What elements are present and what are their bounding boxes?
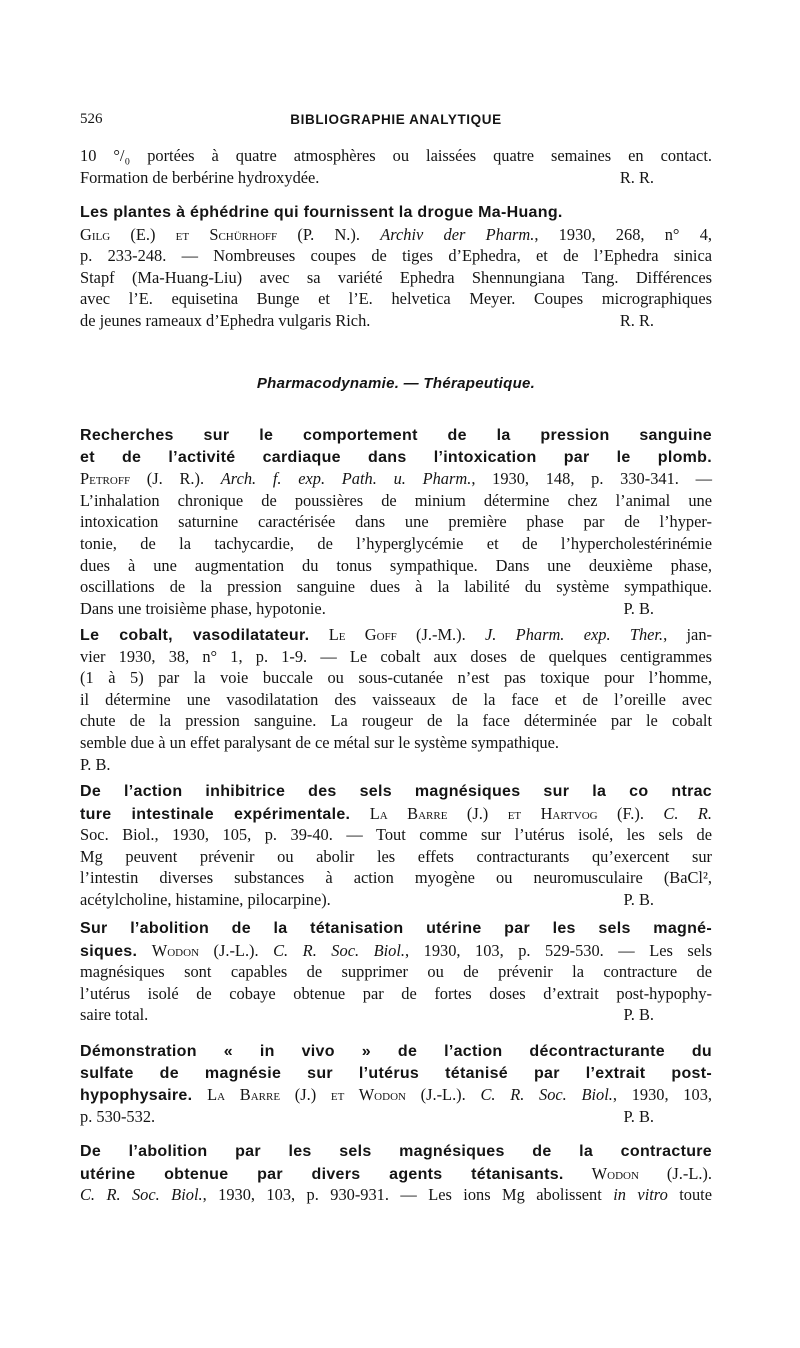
text-line: p. 233-248. — Nombreuses coupes de tiges d’Ephedra, et de l’Ephedra sinica <box>80 246 712 266</box>
text-line <box>80 1004 712 1026</box>
entry-heading-line <box>80 1163 712 1185</box>
reference: , 1930, 148, p. 330-341. — <box>471 469 712 489</box>
authors: Gilg (E.) et Schürhoff (P. N.). <box>80 224 360 244</box>
entry-title: Sur l’abolition de la tétanisation utérine par les sels magné- <box>80 920 712 937</box>
authors: Petroff (J. R.). <box>80 469 205 489</box>
running-title: BIBLIOGRAPHIE ANALYTIQUE <box>290 112 502 127</box>
bibliography-entry <box>80 781 712 911</box>
signature: P. B. <box>623 1106 654 1126</box>
text-line: (1 à 5) par la voie buccale ou sous-cutanée n’est pas toxique pour l’homme, <box>80 668 712 688</box>
entry-citation <box>80 1184 712 1206</box>
reference-italic: in vitro <box>613 1185 668 1205</box>
signature: P. B. <box>623 1005 654 1025</box>
entry-title: ture intestinale expérimentale. <box>80 805 351 823</box>
text-line: oscillations de la pression sanguine dues à la labilité du système sympathique. <box>80 577 712 597</box>
entry-title: Le cobalt, vasodilatateur. <box>80 627 310 644</box>
authors: Wodon (J.-L.). <box>591 1163 712 1183</box>
entry-title: Démonstration « in vivo » de l’action décontracturante du <box>80 1043 712 1060</box>
text-line <box>80 1106 712 1128</box>
text-line-body: Dans une troisième phase, hypotonie. <box>80 598 326 618</box>
entry-title: siques. <box>80 942 138 960</box>
bibliography-entry <box>80 425 712 619</box>
journal: Arch. f. exp. Path. u. Pharm. <box>220 469 472 489</box>
entry-title: et de l’activité cardiaque dans l’intoxication par le plomb. <box>80 448 712 466</box>
text-line-body: Formation de berbérine hydroxydée. <box>80 167 320 187</box>
journal: C. R. Soc. Biol. <box>480 1085 613 1105</box>
entry-heading-line <box>80 803 712 825</box>
page-number: 526 <box>80 111 103 127</box>
signature: R. R. <box>619 167 654 187</box>
authors: La Barre (J.) et Hartvog (F.). <box>369 803 644 823</box>
text-line: L’inhalation chronique de poussières de minium détermine chez l’animal une <box>80 490 712 510</box>
bibliography-entry <box>80 918 712 1026</box>
text-line <box>80 310 712 332</box>
text-line-body: p. 530-532. <box>80 1106 156 1126</box>
text-line: chute de la pression sanguine. La rougeur de la face déterminée par le cobalt <box>80 711 712 731</box>
entry-title: De l’action inhibitrice des sels magnésiques sur la co ntrac <box>80 783 712 800</box>
entry-heading-line <box>80 624 712 646</box>
entry-title: De l’abolition par les sels magnésiques de la contracture <box>80 1143 712 1160</box>
journal: J. Pharm. exp. Ther. <box>485 625 664 644</box>
signature: R. R. <box>619 310 654 330</box>
reference: , 1930, 268, n° 4, <box>534 224 712 244</box>
journal: C. R. Soc. Biol. <box>273 940 406 960</box>
journal: Archiv der Pharm. <box>380 224 535 244</box>
entry-title: sulfate de magnésie sur l’utérus tétanisé par l’extrait post- <box>80 1064 712 1082</box>
text-line <box>80 889 712 911</box>
text-line-body: acétylcholine, histamine, pilocarpine). <box>80 889 331 909</box>
bibliography-entry <box>80 1141 712 1206</box>
reference: , 1930, 103, p. 930-931. — Les ions Mg abolissent <box>202 1185 602 1205</box>
reference: , 1930, 103, <box>612 1085 712 1105</box>
entry-citation <box>80 224 712 246</box>
bibliography-entry <box>80 624 712 775</box>
section-heading: Pharmacodynamie. — Thérapeutique. <box>256 375 536 392</box>
signature: P. B. <box>623 598 654 618</box>
text-line: l’utérus isolé de cobaye obtenue par de fortes doses d’extrait post-hypophy- <box>80 983 712 1003</box>
text-line: il détermine une vasodilatation des vaisseaux de la face et de l’oreille avec <box>80 689 712 709</box>
entry-title: Les plantes à éphédrine qui fournissent la drogue Ma-Huang. <box>80 204 563 221</box>
text-line: tonie, de la tachycardie, de l’hyperglycémie et de l’hypercholestérinémie <box>80 533 712 553</box>
reference-end: toute <box>679 1185 712 1205</box>
authors: La Barre (J.) et Wodon (J.-L.). <box>207 1085 466 1105</box>
entry-citation <box>80 468 712 490</box>
text-line: semble due à un effet paralysant de ce métal sur le système sympathique. <box>80 732 559 752</box>
reference: , jan- <box>663 625 712 644</box>
page-header <box>80 109 712 131</box>
text-line: vier 1930, 38, n° 1, p. 1-9. — Le cobalt aux doses de quelques centigrammes <box>80 646 712 666</box>
text-line: avec l’E. equisetina Bunge et l’E. helvetica Meyer. Coupes micrographiques <box>80 289 712 309</box>
authors: Le Goff (J.-M.). <box>328 625 466 644</box>
text-line: Mg peuvent prévenir ou abolir les effets contracturants qu’exercent sur <box>80 846 712 866</box>
authors: Wodon (J.-L.). <box>151 940 259 960</box>
text-line: dues à une augmentation du tonus sympathique. Dans une deuxième phase, <box>80 555 712 575</box>
intro-paragraph <box>80 145 712 188</box>
reference: , 1930, 103, p. 529-530. — Les sels <box>405 940 712 960</box>
text-line <box>80 167 712 189</box>
entry-title: utérine obtenue par divers agents tétanisants. <box>80 1165 564 1183</box>
entry-title: hypophysaire. <box>80 1087 193 1105</box>
journal: C. R. Soc. Biol. <box>80 1185 203 1205</box>
text-line: l’intestin diverses substances à action myogène ou neuromusculaire (BaCl², <box>80 868 712 888</box>
signature: P. B. <box>623 889 654 909</box>
bibliography-entry <box>80 1041 712 1127</box>
text-line-body: de jeunes rameaux d’Ephedra vulgaris Rich. <box>80 310 371 330</box>
journal: C. R. <box>663 803 712 823</box>
text-line: intoxication saturnine caractérisée dans une première phase par de l’hyper- <box>80 512 712 532</box>
entry-title: Recherches sur le comportement de la pression sanguine <box>80 427 712 444</box>
text-line: Soc. Biol., 1930, 105, p. 39-40. — Tout comme sur l’utérus isolé, les sels de <box>80 825 712 845</box>
signature: P. B. <box>80 754 111 774</box>
entry-heading-line <box>80 1084 712 1106</box>
entry-heading-line <box>80 940 712 962</box>
text-line: Stapf (Ma-Huang-Liu) avec sa variété Ephedra Shennungiana Tang. Différences <box>80 267 712 287</box>
text-line: magnésiques sont capables de supprimer ou de prévenir la contracture de <box>80 962 712 982</box>
text-line-body: saire total. <box>80 1005 149 1025</box>
text-line: 10 °/₀ portées à quatre atmosphères ou laissées quatre semaines en contact. <box>80 146 712 165</box>
bibliography-entry <box>80 202 712 332</box>
text-line <box>80 598 712 620</box>
